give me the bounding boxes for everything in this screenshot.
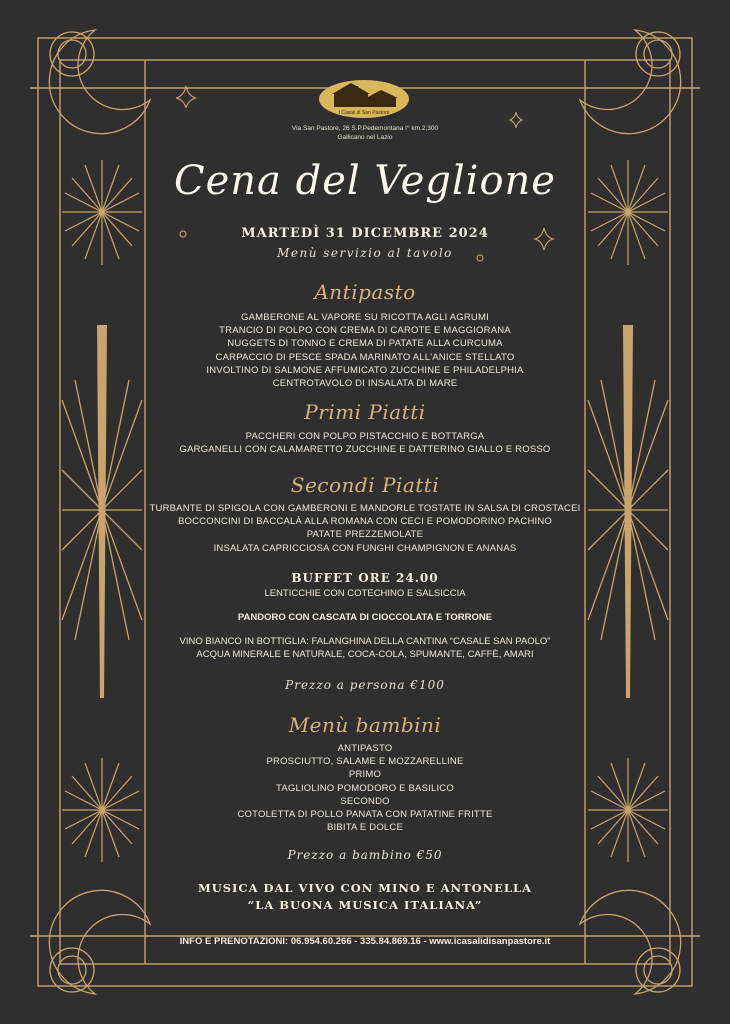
list-item: CARPACCIO DI PESCE SPADA MARINATO ALL'ANICE STELLATO	[215, 351, 515, 363]
restaurant-logo	[318, 79, 410, 119]
live-music	[130, 880, 600, 914]
primi-title: Primi Piatti	[304, 400, 426, 424]
list-item: ANTIPASTO	[337, 743, 393, 754]
list-item: TURBANTE DI SPIGOLA CON GAMBERONI E MANDORLE TOSTATE IN SALSA DI CROSTACEI	[149, 503, 581, 514]
list-item: INSALATA CAPRICCIOSA CON FUNGHI CHAMPIGNON E ANANAS	[213, 542, 517, 554]
list-item: PATATE PREZZEMOLATE	[306, 529, 424, 541]
list-item: PROSCIUTTO, SALAME E MOZZARELLINE	[266, 756, 464, 768]
starburst-icon	[62, 758, 142, 862]
crescent-moon-icon	[49, 30, 150, 134]
music-line: “LA BUONA MUSICA ITALIANA”	[247, 898, 483, 912]
dessert-line: PANDORO CON CASCATA DI CIOCCOLATA E TORRONE	[237, 612, 493, 623]
music-line: MUSICA DAL VIVO CON MINO E ANTONELLA	[197, 881, 533, 895]
starburst-icon	[62, 160, 142, 265]
large-sunburst-icon	[588, 325, 668, 698]
bambini-title: Menù bambini	[288, 713, 442, 737]
price-adult: Prezzo a persona €100	[285, 678, 445, 692]
page-title: Cena del Veglione	[174, 158, 556, 204]
antipasto-list	[140, 311, 590, 390]
secondi-list	[140, 502, 590, 555]
logo-text: I Casali di San Pastore	[338, 110, 390, 116]
list-item: NUGGETS DI TONNO E CREMA DI PATATE ALLA CURCUMA	[227, 338, 503, 350]
starburst-icon	[588, 160, 668, 265]
menu-content	[150, 0, 580, 1024]
list-item: CENTROTAVOLO DI INSALATA DI MARE	[272, 378, 458, 390]
list-item: GAMBERONE AL VAPORE SU RICOTTA AGLI AGRUMI	[241, 312, 489, 323]
crescent-moon-icon	[580, 30, 681, 134]
event-date: MARTEDÌ 31 DICEMBRE 2024	[241, 226, 489, 241]
price-child: Prezzo a bambino €50	[287, 848, 443, 862]
list-item: GARGANELLI CON CALAMARETTO ZUCCHINE E DATTERINO GIALLO E ROSSO	[179, 444, 551, 456]
list-item: VINO BIANCO IN BOTTIGLIA: FALANGHINA DELLA CANTINA “CASALE SAN PAOLO”	[179, 636, 551, 647]
address	[150, 124, 580, 142]
list-item: INVOLTINO DI SALMONE AFFUMICATO ZUCCHINE E PHILADELPHIA	[206, 364, 524, 376]
large-sunburst-icon	[62, 325, 142, 698]
list-item: ACQUA MINERALE E NATURALE, COCA-COLA, SPUMANTE, CAFFÈ, AMARI	[196, 649, 534, 660]
list-item: SECONDO	[340, 795, 390, 807]
service-subtitle: Menù servizio al tavolo	[277, 246, 453, 260]
address-line: Via San Pastore, 26 S.P.Pedemontana I° km.2,300	[291, 125, 439, 132]
primi-list	[140, 430, 590, 456]
buffet-title: BUFFET ORE 24.00	[291, 571, 439, 585]
list-item: PACCHERI CON POLPO PISTACCHIO E BOTTARGA	[245, 431, 485, 442]
list-item: TAGLIOLINO POMODORO E BASILICO	[276, 782, 454, 794]
drinks-list	[140, 635, 590, 661]
list-item: PRIMO	[348, 769, 382, 781]
starburst-icon	[588, 758, 668, 862]
antipasto-title: Antipasto	[314, 280, 416, 304]
list-item: BIBITA E DOLCE	[326, 822, 403, 834]
contact-info: INFO E PRENOTAZIONI: 06.954.60.266 - 335.84.869.16 - www.icasalidisanpastore.it	[179, 936, 551, 947]
bambini-list	[140, 742, 590, 834]
list-item: TRANCIO DI POLPO CON CREMA DI CAROTE E MAGGIORANA	[219, 325, 511, 337]
address-line: Gallicano nel Lazio	[337, 134, 393, 141]
list-item: COTOLETTA DI POLLO PANATA CON PATATINE FRITTE	[237, 809, 493, 821]
list-item: BOCCONCINI DI BACCALÀ ALLA ROMANA CON CECI E POMODORINO PACHINO	[177, 516, 553, 528]
buffet-item: LENTICCHIE CON COTECHINO E SALSICCIA	[264, 588, 466, 599]
secondi-title: Secondi Piatti	[290, 473, 440, 497]
